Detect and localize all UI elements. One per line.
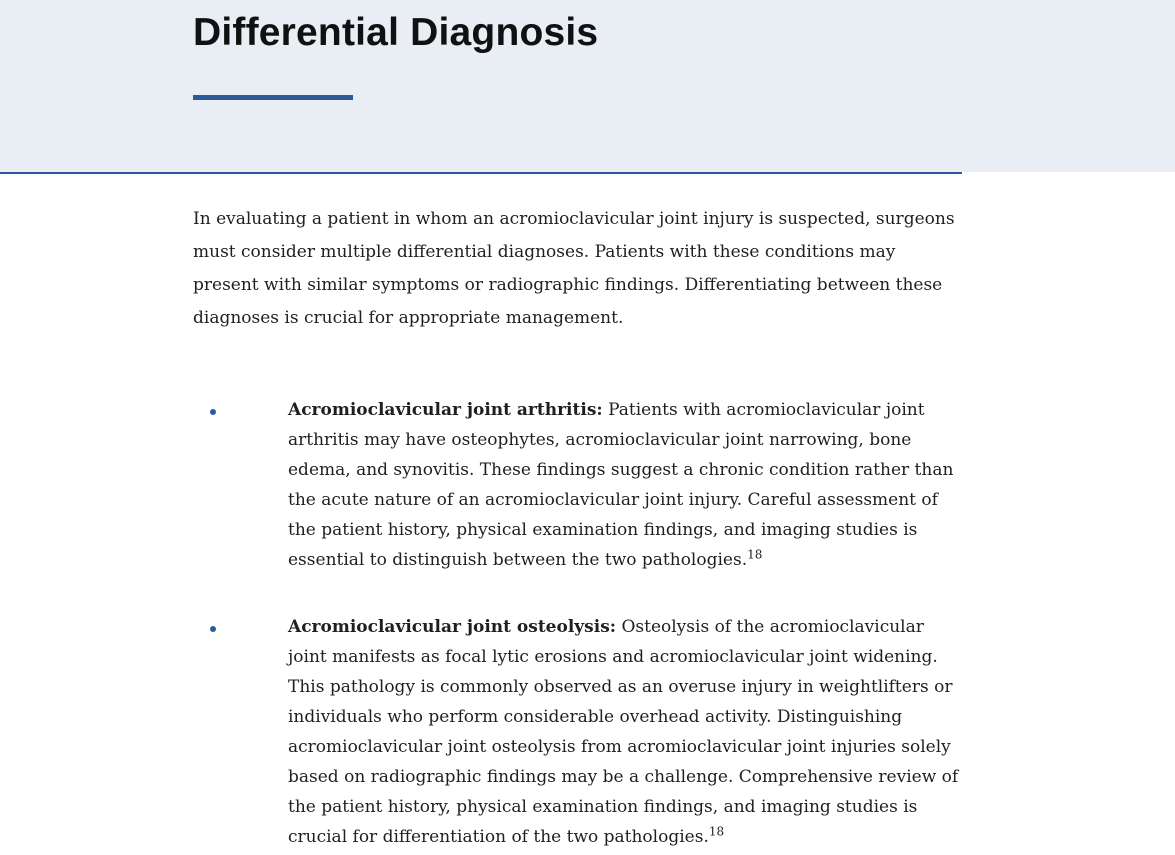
header-divider <box>0 172 962 174</box>
list-item-ac-joint-osteolysis <box>193 612 963 852</box>
bullet-icon <box>210 626 216 632</box>
diagnosis-description: Osteolysis of the acromioclavicular joint manifests as focal lytic erosions and acromioclavicular joint widening. This pathology is commonly observed as an overuse injury in weightlifters or individuals who perform considerable overhead activity. Distinguishing acromioclavicular joint osteolysis from acromioclavicular joint injuries solely based on radiographic findings may be a challenge. Comprehensive review of the patient history, physical examination findings, and imaging studies is crucial for differentiation of the two pathologies. <box>288 617 959 847</box>
differential-list <box>193 395 963 852</box>
list-item-ac-joint-arthritis <box>193 395 963 575</box>
title-accent-bar <box>193 95 353 100</box>
diagnosis-term: Acromioclavicular joint arthritis: <box>288 400 603 420</box>
citation-link[interactable]: 18 <box>708 824 725 839</box>
page-title: Differential Diagnosis <box>193 11 599 54</box>
diagnosis-term: Acromioclavicular joint osteolysis: <box>288 617 617 637</box>
intro-paragraph: In evaluating a patient in whom an acromioclavicular joint injury is suspected, surgeons must consider multiple differential diagnoses. Patients with these conditions may present with similar symptoms or radiographic findings. Differentiating between these diagnoses is crucial for appropriate management. <box>193 209 955 328</box>
diagnosis-description: Patients with acromioclavicular joint arthritis may have osteophytes, acromioclavicular joint narrowing, bone edema, and synovitis. These findings suggest a chronic condition rather than the acute nature of an acromioclavicular joint injury. Careful assessment of the patient history, physical examination findings, and imaging studies is essential to distinguish between the two pathologies. <box>288 400 954 570</box>
bullet-icon <box>210 409 216 415</box>
citation-link[interactable]: 18 <box>747 547 763 562</box>
